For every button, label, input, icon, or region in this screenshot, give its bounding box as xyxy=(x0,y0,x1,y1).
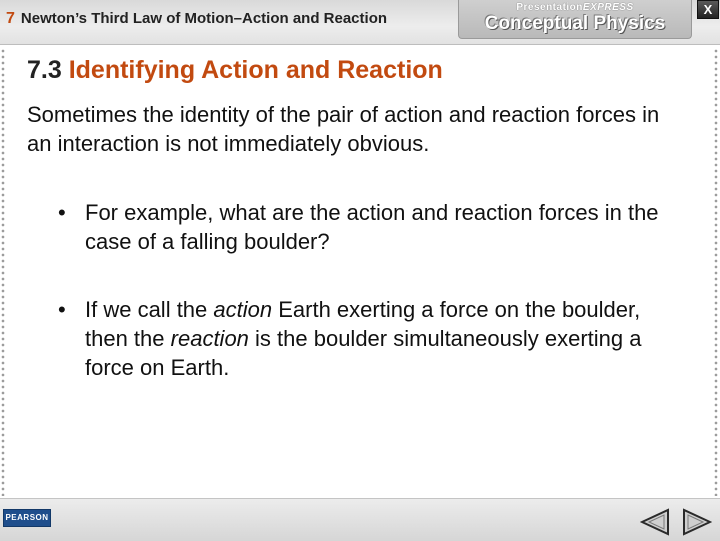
footer-bar xyxy=(0,498,720,541)
dotted-border-left xyxy=(1,48,5,496)
bullet-icon: • xyxy=(58,297,66,322)
bullet-item-2 xyxy=(58,295,678,382)
bullet-text-1: For example, what are the action and reaction forces in the case of a falling boulder? xyxy=(85,200,659,254)
brand-subtitle: PresentationEXPRESS xyxy=(516,2,634,13)
header-bar xyxy=(0,0,720,45)
section-number: 7.3 xyxy=(27,56,62,84)
bullet-text-2: If we call the action Earth exerting a force on the boulder, then the reaction is the boulder simultaneously exerting a force on Earth. xyxy=(85,297,642,380)
brand-title: Conceptual Physics xyxy=(484,13,666,34)
chapter-number: 7 xyxy=(6,10,15,27)
bullet-icon: • xyxy=(58,200,66,225)
slide-title xyxy=(27,56,443,85)
dotted-border-right xyxy=(714,48,718,496)
section-title: Identifying Action and Reaction xyxy=(68,56,443,84)
close-button[interactable]: X xyxy=(697,0,719,19)
bullet-item-1 xyxy=(58,198,678,256)
intro-text: Sometimes the identity of the pair of action and reaction forces in an interaction is not immediately obvious. xyxy=(27,102,660,156)
brand-logo xyxy=(458,0,692,39)
chapter-title: Newton’s Third Law of Motion–Action and Reaction xyxy=(20,10,388,27)
pearson-logo: PEARSON xyxy=(3,509,51,527)
forward-arrow-icon[interactable] xyxy=(680,507,712,537)
chapter-heading xyxy=(6,10,387,28)
emphasis-action: action xyxy=(213,297,273,322)
back-arrow-icon[interactable] xyxy=(640,507,672,537)
emphasis-reaction: reaction xyxy=(170,326,249,351)
